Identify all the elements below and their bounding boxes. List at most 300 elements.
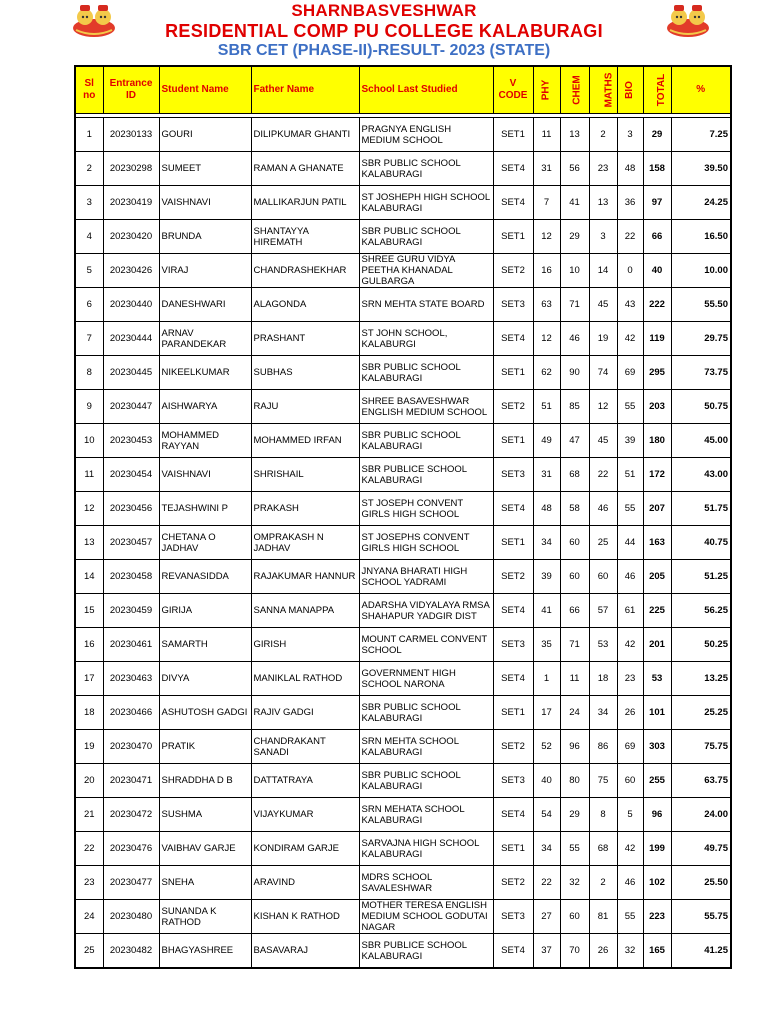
total-cell: 295 xyxy=(643,356,671,390)
chem-cell: 56 xyxy=(560,152,589,186)
sl-cell: 23 xyxy=(75,866,103,900)
sl-cell: 20 xyxy=(75,764,103,798)
school-cell: ST JOSEPH CONVENT GIRLS HIGH SCHOOL xyxy=(359,492,493,526)
maths-cell: 75 xyxy=(589,764,617,798)
student-name-cell: AISHWARYA xyxy=(159,390,251,424)
college-name: RESIDENTIAL COMP PU COLLEGE KALABURAGI xyxy=(165,21,603,41)
school-cell: SBR PUBLIC SCHOOL KALABURAGI xyxy=(359,764,493,798)
table-row xyxy=(75,900,731,934)
table-row xyxy=(75,288,731,322)
total-cell: 102 xyxy=(643,866,671,900)
percent-cell: 50.25 xyxy=(671,628,731,662)
table-row xyxy=(75,866,731,900)
percent-cell: 7.25 xyxy=(671,118,731,152)
entrance-id-cell: 20230457 xyxy=(103,526,159,560)
father-name-cell: MALLIKARJUN PATIL xyxy=(251,186,359,220)
maths-cell: 46 xyxy=(589,492,617,526)
entrance-id-cell: 20230445 xyxy=(103,356,159,390)
total-cell: 203 xyxy=(643,390,671,424)
sl-cell: 2 xyxy=(75,152,103,186)
school-cell: SRN MEHATA SCHOOL KALABURAGI xyxy=(359,798,493,832)
entrance-id-cell: 20230472 xyxy=(103,798,159,832)
sl-cell: 9 xyxy=(75,390,103,424)
col-total: TOTAL xyxy=(643,66,671,114)
chem-cell: 32 xyxy=(560,866,589,900)
entrance-id-cell: 20230471 xyxy=(103,764,159,798)
table-row xyxy=(75,696,731,730)
sl-cell: 14 xyxy=(75,560,103,594)
phy-cell: 34 xyxy=(533,526,560,560)
maths-cell: 81 xyxy=(589,900,617,934)
vcode-cell: SET4 xyxy=(493,492,533,526)
school-cell: SHREE GURU VIDYA PEETHA KHANADAL GULBARGA xyxy=(359,254,493,288)
bio-cell: 55 xyxy=(617,390,643,424)
chem-cell: 46 xyxy=(560,322,589,356)
student-name-cell: DANESHWARI xyxy=(159,288,251,322)
phy-cell: 51 xyxy=(533,390,560,424)
phy-cell: 22 xyxy=(533,866,560,900)
vcode-cell: SET2 xyxy=(493,560,533,594)
vcode-cell: SET1 xyxy=(493,424,533,458)
sl-cell: 13 xyxy=(75,526,103,560)
chem-cell: 55 xyxy=(560,832,589,866)
entrance-id-cell: 20230458 xyxy=(103,560,159,594)
phy-cell: 35 xyxy=(533,628,560,662)
phy-cell: 39 xyxy=(533,560,560,594)
total-cell: 163 xyxy=(643,526,671,560)
total-cell: 303 xyxy=(643,730,671,764)
entrance-id-cell: 20230426 xyxy=(103,254,159,288)
bio-cell: 48 xyxy=(617,152,643,186)
table-row xyxy=(75,186,731,220)
table-row xyxy=(75,594,731,628)
phy-cell: 41 xyxy=(533,594,560,628)
chem-cell: 70 xyxy=(560,934,589,969)
col-percent: % xyxy=(671,66,731,114)
sl-cell: 21 xyxy=(75,798,103,832)
maths-cell: 86 xyxy=(589,730,617,764)
student-name-cell: DIVYA xyxy=(159,662,251,696)
student-name-cell: ARNAV PARANDEKAR xyxy=(159,322,251,356)
student-name-cell: SAMARTH xyxy=(159,628,251,662)
bio-cell: 3 xyxy=(617,118,643,152)
sl-cell: 5 xyxy=(75,254,103,288)
student-name-cell: BRUNDA xyxy=(159,220,251,254)
father-name-cell: PRAKASH xyxy=(251,492,359,526)
phy-cell: 16 xyxy=(533,254,560,288)
vcode-cell: SET3 xyxy=(493,764,533,798)
table-row xyxy=(75,220,731,254)
percent-cell: 39.50 xyxy=(671,152,731,186)
entrance-id-cell: 20230461 xyxy=(103,628,159,662)
student-name-cell: VAISHNAVI xyxy=(159,458,251,492)
student-name-cell: SNEHA xyxy=(159,866,251,900)
total-cell: 207 xyxy=(643,492,671,526)
phy-cell: 17 xyxy=(533,696,560,730)
entrance-id-cell: 20230476 xyxy=(103,832,159,866)
father-name-cell: GIRISH xyxy=(251,628,359,662)
sl-cell: 12 xyxy=(75,492,103,526)
maths-cell: 45 xyxy=(589,288,617,322)
student-name-cell: SUSHMA xyxy=(159,798,251,832)
father-name-cell: VIJAYKUMAR xyxy=(251,798,359,832)
chem-cell: 68 xyxy=(560,458,589,492)
bio-cell: 22 xyxy=(617,220,643,254)
total-cell: 158 xyxy=(643,152,671,186)
vcode-cell: SET3 xyxy=(493,628,533,662)
entrance-id-cell: 20230456 xyxy=(103,492,159,526)
entrance-id-cell: 20230459 xyxy=(103,594,159,628)
entrance-id-cell: 20230419 xyxy=(103,186,159,220)
sl-cell: 16 xyxy=(75,628,103,662)
entrance-id-cell: 20230133 xyxy=(103,118,159,152)
table-row xyxy=(75,934,731,969)
student-name-cell: VAISHNAVI xyxy=(159,186,251,220)
father-name-cell: PRASHANT xyxy=(251,322,359,356)
student-name-cell: MOHAMMED RAYYAN xyxy=(159,424,251,458)
bio-cell: 55 xyxy=(617,900,643,934)
col-father-name: Father Name xyxy=(251,66,359,114)
total-cell: 119 xyxy=(643,322,671,356)
bio-cell: 44 xyxy=(617,526,643,560)
chem-cell: 96 xyxy=(560,730,589,764)
school-cell: ST JOSHEPH HIGH SCHOOL KALABURAGI xyxy=(359,186,493,220)
entrance-id-cell: 20230454 xyxy=(103,458,159,492)
bio-cell: 39 xyxy=(617,424,643,458)
sl-cell: 3 xyxy=(75,186,103,220)
entrance-id-cell: 20230444 xyxy=(103,322,159,356)
table-row xyxy=(75,322,731,356)
entrance-id-cell: 20230470 xyxy=(103,730,159,764)
chem-cell: 10 xyxy=(560,254,589,288)
student-name-cell: NIKEELKUMAR xyxy=(159,356,251,390)
bio-cell: 42 xyxy=(617,322,643,356)
col-school: School Last Studied xyxy=(359,66,493,114)
percent-cell: 25.25 xyxy=(671,696,731,730)
school-cell: SHREE BASAVESHWAR ENGLISH MEDIUM SCHOOL xyxy=(359,390,493,424)
total-cell: 172 xyxy=(643,458,671,492)
school-cell: SBR PUBLICE SCHOOL KALABURAGI xyxy=(359,934,493,969)
percent-cell: 55.75 xyxy=(671,900,731,934)
maths-cell: 45 xyxy=(589,424,617,458)
maths-cell: 57 xyxy=(589,594,617,628)
total-cell: 66 xyxy=(643,220,671,254)
phy-cell: 11 xyxy=(533,118,560,152)
phy-cell: 12 xyxy=(533,220,560,254)
phy-cell: 54 xyxy=(533,798,560,832)
percent-cell: 73.75 xyxy=(671,356,731,390)
maths-cell: 60 xyxy=(589,560,617,594)
bio-cell: 69 xyxy=(617,356,643,390)
vcode-cell: SET4 xyxy=(493,934,533,969)
col-entrance-id: Entrance ID xyxy=(103,66,159,114)
bio-cell: 69 xyxy=(617,730,643,764)
maths-cell: 68 xyxy=(589,832,617,866)
father-name-cell: DILIPKUMAR GHANTI xyxy=(251,118,359,152)
table-row xyxy=(75,526,731,560)
school-cell: ST JOSEPHS CONVENT GIRLS HIGH SCHOOL xyxy=(359,526,493,560)
maths-cell: 8 xyxy=(589,798,617,832)
chem-cell: 29 xyxy=(560,798,589,832)
entrance-id-cell: 20230420 xyxy=(103,220,159,254)
phy-cell: 12 xyxy=(533,322,560,356)
chem-cell: 71 xyxy=(560,288,589,322)
student-name-cell: GOURI xyxy=(159,118,251,152)
school-cell: ADARSHA VIDYALAYA RMSA SHAHAPUR YADGIR DIST xyxy=(359,594,493,628)
sl-cell: 17 xyxy=(75,662,103,696)
table-row xyxy=(75,730,731,764)
father-name-cell: KISHAN K RATHOD xyxy=(251,900,359,934)
total-cell: 29 xyxy=(643,118,671,152)
father-name-cell: BASAVARAJ xyxy=(251,934,359,969)
col-bio: BIO xyxy=(617,66,643,114)
school-cell: SRN MEHTA STATE BOARD xyxy=(359,288,493,322)
total-cell: 97 xyxy=(643,186,671,220)
bio-cell: 55 xyxy=(617,492,643,526)
bio-cell: 26 xyxy=(617,696,643,730)
father-name-cell: CHANDRAKANT SANADI xyxy=(251,730,359,764)
father-name-cell: SHRISHAIL xyxy=(251,458,359,492)
col-vcode: V CODE xyxy=(493,66,533,114)
vcode-cell: SET1 xyxy=(493,220,533,254)
father-name-cell: RAJU xyxy=(251,390,359,424)
sl-cell: 6 xyxy=(75,288,103,322)
student-name-cell: PRATIK xyxy=(159,730,251,764)
sl-cell: 15 xyxy=(75,594,103,628)
result-title: SBR CET (PHASE-II)-RESULT- 2023 (STATE) xyxy=(217,42,551,59)
vcode-cell: SET4 xyxy=(493,594,533,628)
sl-cell: 11 xyxy=(75,458,103,492)
vcode-cell: SET1 xyxy=(493,832,533,866)
father-name-cell: RAJIV GADGI xyxy=(251,696,359,730)
table-row xyxy=(75,424,731,458)
percent-cell: 63.75 xyxy=(671,764,731,798)
bio-cell: 36 xyxy=(617,186,643,220)
student-name-cell: CHETANA O JADHAV xyxy=(159,526,251,560)
sl-cell: 10 xyxy=(75,424,103,458)
vcode-cell: SET1 xyxy=(493,696,533,730)
phy-cell: 1 xyxy=(533,662,560,696)
percent-cell: 13.25 xyxy=(671,662,731,696)
maths-cell: 3 xyxy=(589,220,617,254)
entrance-id-cell: 20230453 xyxy=(103,424,159,458)
maths-cell: 2 xyxy=(589,866,617,900)
total-cell: 180 xyxy=(643,424,671,458)
table-row xyxy=(75,254,731,288)
father-name-cell: SHANTAYYA HIREMATH xyxy=(251,220,359,254)
phy-cell: 34 xyxy=(533,832,560,866)
bio-cell: 51 xyxy=(617,458,643,492)
chem-cell: 60 xyxy=(560,560,589,594)
table-row xyxy=(75,458,731,492)
col-phy: PHY xyxy=(533,66,560,114)
bio-cell: 46 xyxy=(617,866,643,900)
school-cell: ST JOHN SCHOOL, KALABURGI xyxy=(359,322,493,356)
phy-cell: 7 xyxy=(533,186,560,220)
student-name-cell: VAIBHAV GARJE xyxy=(159,832,251,866)
percent-cell: 41.25 xyxy=(671,934,731,969)
school-cell: SBR PUBLIC SCHOOL KALABURAGI xyxy=(359,356,493,390)
table-row xyxy=(75,798,731,832)
school-cell: MDRS SCHOOL SAVALESHWAR xyxy=(359,866,493,900)
school-cell: SBR PUBLICE SCHOOL KALABURAGI xyxy=(359,458,493,492)
sl-cell: 25 xyxy=(75,934,103,969)
chem-cell: 60 xyxy=(560,900,589,934)
percent-cell: 56.25 xyxy=(671,594,731,628)
percent-cell: 43.00 xyxy=(671,458,731,492)
institution-name: SHARNBASVESHWAR xyxy=(291,1,477,20)
student-name-cell: SUNANDA K RATHOD xyxy=(159,900,251,934)
school-cell: SBR PUBLIC SCHOOL KALABURAGI xyxy=(359,696,493,730)
student-name-cell: SHRADDHA D B xyxy=(159,764,251,798)
total-cell: 40 xyxy=(643,254,671,288)
father-name-cell: DATTATRAYA xyxy=(251,764,359,798)
vcode-cell: SET4 xyxy=(493,186,533,220)
school-cell: SRN MEHTA SCHOOL KALABURAGI xyxy=(359,730,493,764)
total-cell: 205 xyxy=(643,560,671,594)
maths-cell: 26 xyxy=(589,934,617,969)
maths-cell: 18 xyxy=(589,662,617,696)
school-cell: GOVERNMENT HIGH SCHOOL NARONA xyxy=(359,662,493,696)
vcode-cell: SET3 xyxy=(493,900,533,934)
phy-cell: 52 xyxy=(533,730,560,764)
percent-cell: 45.00 xyxy=(671,424,731,458)
phy-cell: 31 xyxy=(533,458,560,492)
chem-cell: 71 xyxy=(560,628,589,662)
vcode-cell: SET4 xyxy=(493,322,533,356)
percent-cell: 49.75 xyxy=(671,832,731,866)
maths-cell: 23 xyxy=(589,152,617,186)
vcode-cell: SET2 xyxy=(493,390,533,424)
chem-cell: 90 xyxy=(560,356,589,390)
vcode-cell: SET4 xyxy=(493,662,533,696)
father-name-cell: CHANDRASHEKHAR xyxy=(251,254,359,288)
entrance-id-cell: 20230298 xyxy=(103,152,159,186)
chem-cell: 13 xyxy=(560,118,589,152)
table-header-row xyxy=(75,66,731,114)
bio-cell: 42 xyxy=(617,628,643,662)
school-cell: PRAGNYA ENGLISH MEDIUM SCHOOL xyxy=(359,118,493,152)
col-student-name: Student Name xyxy=(159,66,251,114)
chem-cell: 60 xyxy=(560,526,589,560)
chem-cell: 66 xyxy=(560,594,589,628)
father-name-cell: SANNA MANAPPA xyxy=(251,594,359,628)
sl-cell: 1 xyxy=(75,118,103,152)
maths-cell: 25 xyxy=(589,526,617,560)
phy-cell: 48 xyxy=(533,492,560,526)
phy-cell: 27 xyxy=(533,900,560,934)
school-cell: SBR PUBLIC SCHOOL KALABURAGI xyxy=(359,152,493,186)
father-name-cell: SUBHAS xyxy=(251,356,359,390)
percent-cell: 25.50 xyxy=(671,866,731,900)
school-cell: JNYANA BHARATI HIGH SCHOOL YADRAMI xyxy=(359,560,493,594)
maths-cell: 12 xyxy=(589,390,617,424)
vcode-cell: SET4 xyxy=(493,152,533,186)
col-sl-no: Sl no xyxy=(75,66,103,114)
phy-cell: 62 xyxy=(533,356,560,390)
percent-cell: 55.50 xyxy=(671,288,731,322)
total-cell: 199 xyxy=(643,832,671,866)
bio-cell: 42 xyxy=(617,832,643,866)
percent-cell: 51.75 xyxy=(671,492,731,526)
percent-cell: 50.75 xyxy=(671,390,731,424)
maths-cell: 34 xyxy=(589,696,617,730)
entrance-id-cell: 20230463 xyxy=(103,662,159,696)
col-chem: CHEM xyxy=(560,66,589,114)
chem-cell: 85 xyxy=(560,390,589,424)
table-row xyxy=(75,832,731,866)
phy-cell: 37 xyxy=(533,934,560,969)
phy-cell: 31 xyxy=(533,152,560,186)
chem-cell: 11 xyxy=(560,662,589,696)
table-row xyxy=(75,662,731,696)
father-name-cell: OMPRAKASH N JADHAV xyxy=(251,526,359,560)
table-row xyxy=(75,356,731,390)
father-name-cell: KONDIRAM GARJE xyxy=(251,832,359,866)
phy-cell: 63 xyxy=(533,288,560,322)
table-row xyxy=(75,560,731,594)
col-maths: MATHS xyxy=(589,66,617,114)
table-row xyxy=(75,152,731,186)
sl-cell: 22 xyxy=(75,832,103,866)
percent-cell: 24.25 xyxy=(671,186,731,220)
bio-cell: 43 xyxy=(617,288,643,322)
sl-cell: 7 xyxy=(75,322,103,356)
bio-cell: 60 xyxy=(617,764,643,798)
maths-cell: 22 xyxy=(589,458,617,492)
percent-cell: 29.75 xyxy=(671,322,731,356)
vcode-cell: SET3 xyxy=(493,288,533,322)
vcode-cell: SET4 xyxy=(493,798,533,832)
maths-cell: 14 xyxy=(589,254,617,288)
maths-cell: 19 xyxy=(589,322,617,356)
bio-cell: 5 xyxy=(617,798,643,832)
father-name-cell: MANIKLAL RATHOD xyxy=(251,662,359,696)
total-cell: 101 xyxy=(643,696,671,730)
sl-cell: 4 xyxy=(75,220,103,254)
vcode-cell: SET2 xyxy=(493,730,533,764)
bio-cell: 61 xyxy=(617,594,643,628)
vcode-cell: SET1 xyxy=(493,356,533,390)
sl-cell: 19 xyxy=(75,730,103,764)
total-cell: 222 xyxy=(643,288,671,322)
vcode-cell: SET1 xyxy=(493,118,533,152)
table-row xyxy=(75,118,731,152)
chem-cell: 80 xyxy=(560,764,589,798)
student-name-cell: TEJASHWINI P xyxy=(159,492,251,526)
phy-cell: 49 xyxy=(533,424,560,458)
total-cell: 96 xyxy=(643,798,671,832)
vcode-cell: SET1 xyxy=(493,526,533,560)
student-name-cell: REVANASIDDA xyxy=(159,560,251,594)
entrance-id-cell: 20230477 xyxy=(103,866,159,900)
student-name-cell: VIRAJ xyxy=(159,254,251,288)
total-cell: 255 xyxy=(643,764,671,798)
school-cell: MOTHER TERESA ENGLISH MEDIUM SCHOOL GODUTAI NAGAR xyxy=(359,900,493,934)
total-cell: 223 xyxy=(643,900,671,934)
vcode-cell: SET3 xyxy=(493,458,533,492)
phy-cell: 40 xyxy=(533,764,560,798)
percent-cell: 16.50 xyxy=(671,220,731,254)
percent-cell: 10.00 xyxy=(671,254,731,288)
percent-cell: 75.75 xyxy=(671,730,731,764)
sl-cell: 18 xyxy=(75,696,103,730)
table-row xyxy=(75,628,731,662)
student-name-cell: SUMEET xyxy=(159,152,251,186)
chem-cell: 24 xyxy=(560,696,589,730)
table-row xyxy=(75,764,731,798)
bio-cell: 23 xyxy=(617,662,643,696)
